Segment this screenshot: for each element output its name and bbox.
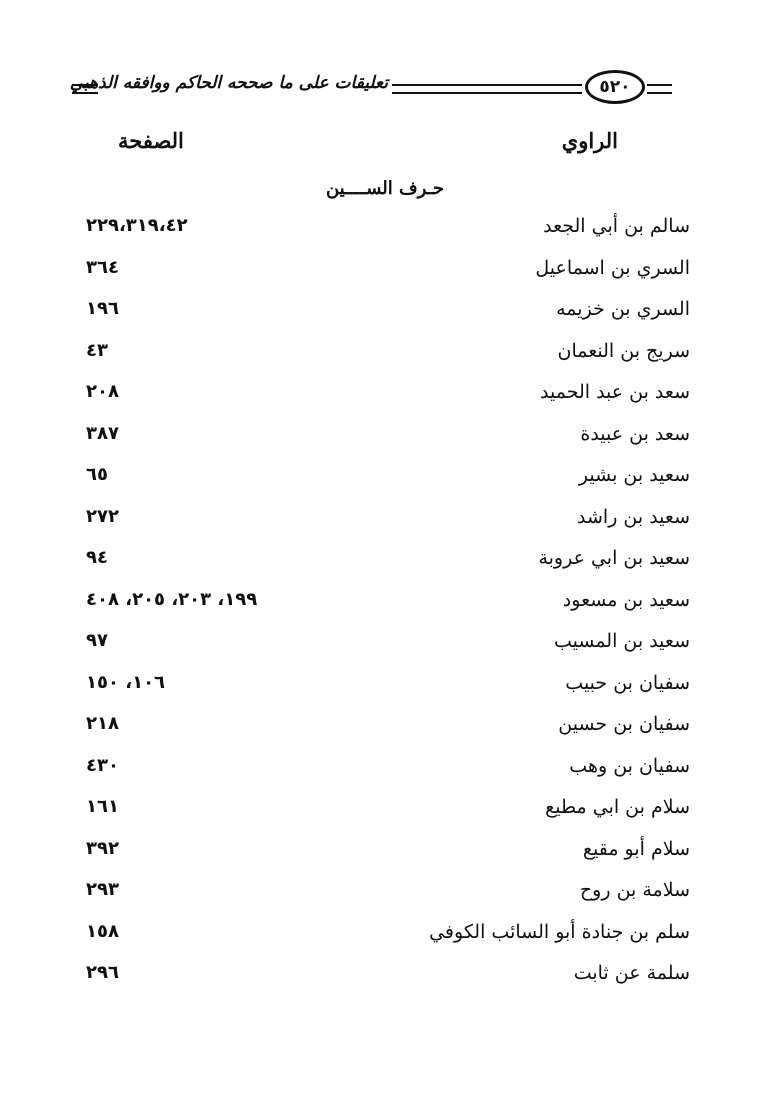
narrator-name: سعد بن عبد الحميد [540,381,690,403]
narrator-name: سعد بن عبيدة [580,422,690,445]
narrator-name: سريج بن النعمان [557,339,690,362]
index-row [80,375,690,417]
page-references: ١٦١ [86,796,119,817]
narrator-name: سالم بن أبي الجعد [543,215,690,237]
narrator-name: سعيد بن ابي عروبة [538,547,690,569]
narrator-index-list [80,209,690,998]
page-references: ٢٩٣ [86,879,119,900]
page-references: ٤٣ [86,339,108,361]
index-row [80,251,690,293]
page-references: ٢٠٨ [86,381,119,402]
narrator-name: سلامة بن روح [579,879,690,901]
narrator-name: سلام أبو مقيع [582,837,690,860]
narrator-name: سعيد بن بشير [578,464,690,486]
page-references: ٢٩٦ [86,962,119,983]
narrator-name: سلام بن ابي مطيع [545,796,690,818]
page-references: ١٠٦، ١٥٠ [86,671,166,693]
narrator-name: سلمة عن ثابت [573,962,690,984]
page-references: ٦٥ [86,464,108,485]
index-row [80,334,690,376]
narrator-name: سفيان بن حسين [558,713,690,735]
index-row [80,666,690,708]
page-references: ٣٨٧ [86,422,119,444]
page-references: ٣٦٤ [86,256,119,278]
index-row [80,417,690,459]
page-references: ١٥٨ [86,920,119,942]
index-row [80,956,690,998]
page-number: ٥٢٠ [585,70,645,104]
page-references: ٩٧ [86,630,108,651]
page-references: ٢٢٩،٣١٩،٤٢ [86,215,188,236]
narrator-name: سعيد بن مسعود [562,588,690,611]
narrator-name: السري بن اسماعيل [535,256,690,279]
narrator-name: سفيان بن حبيب [565,671,690,694]
narrator-name: سفيان بن وهب [569,754,690,777]
running-title: تعليقات على ما صححه الحاكم ووافقه الذهبي [69,73,388,93]
index-row [80,500,690,542]
narrator-name: سعيد بن راشد [577,505,690,528]
narrator-name: سلم بن جنادة أبو السائب الكوفي [429,920,690,943]
page-header [69,70,672,110]
index-row [80,749,690,791]
column-header-narrator: الراوي [561,128,618,153]
index-row [80,790,690,832]
index-row [80,292,690,334]
index-row [80,832,690,874]
narrator-name: سعيد بن المسيب [553,630,690,652]
section-title: حـرف الســــين [325,178,445,199]
column-header-page: الصفحة [118,128,184,153]
index-row [80,707,690,749]
index-row [80,541,690,583]
page-references: ٩٤ [86,547,108,568]
index-row [80,583,690,625]
page-references: ٤٣٠ [86,754,119,776]
index-row [80,209,690,251]
page-references: ١٩٦ [86,298,119,319]
index-row [80,624,690,666]
page-references: ٢١٨ [86,713,119,734]
narrator-name: السري بن خزيمه [556,298,690,320]
header-rule-right [647,84,672,94]
page-references: ٣٩٢ [86,837,119,859]
header-rule-middle [392,84,582,94]
index-row [80,915,690,957]
page-references: ١٩٩، ٢٠٣، ٢٠٥، ٤٠٨ [86,588,258,610]
page-references: ٢٧٢ [86,505,119,527]
index-row [80,458,690,500]
index-row [80,873,690,915]
